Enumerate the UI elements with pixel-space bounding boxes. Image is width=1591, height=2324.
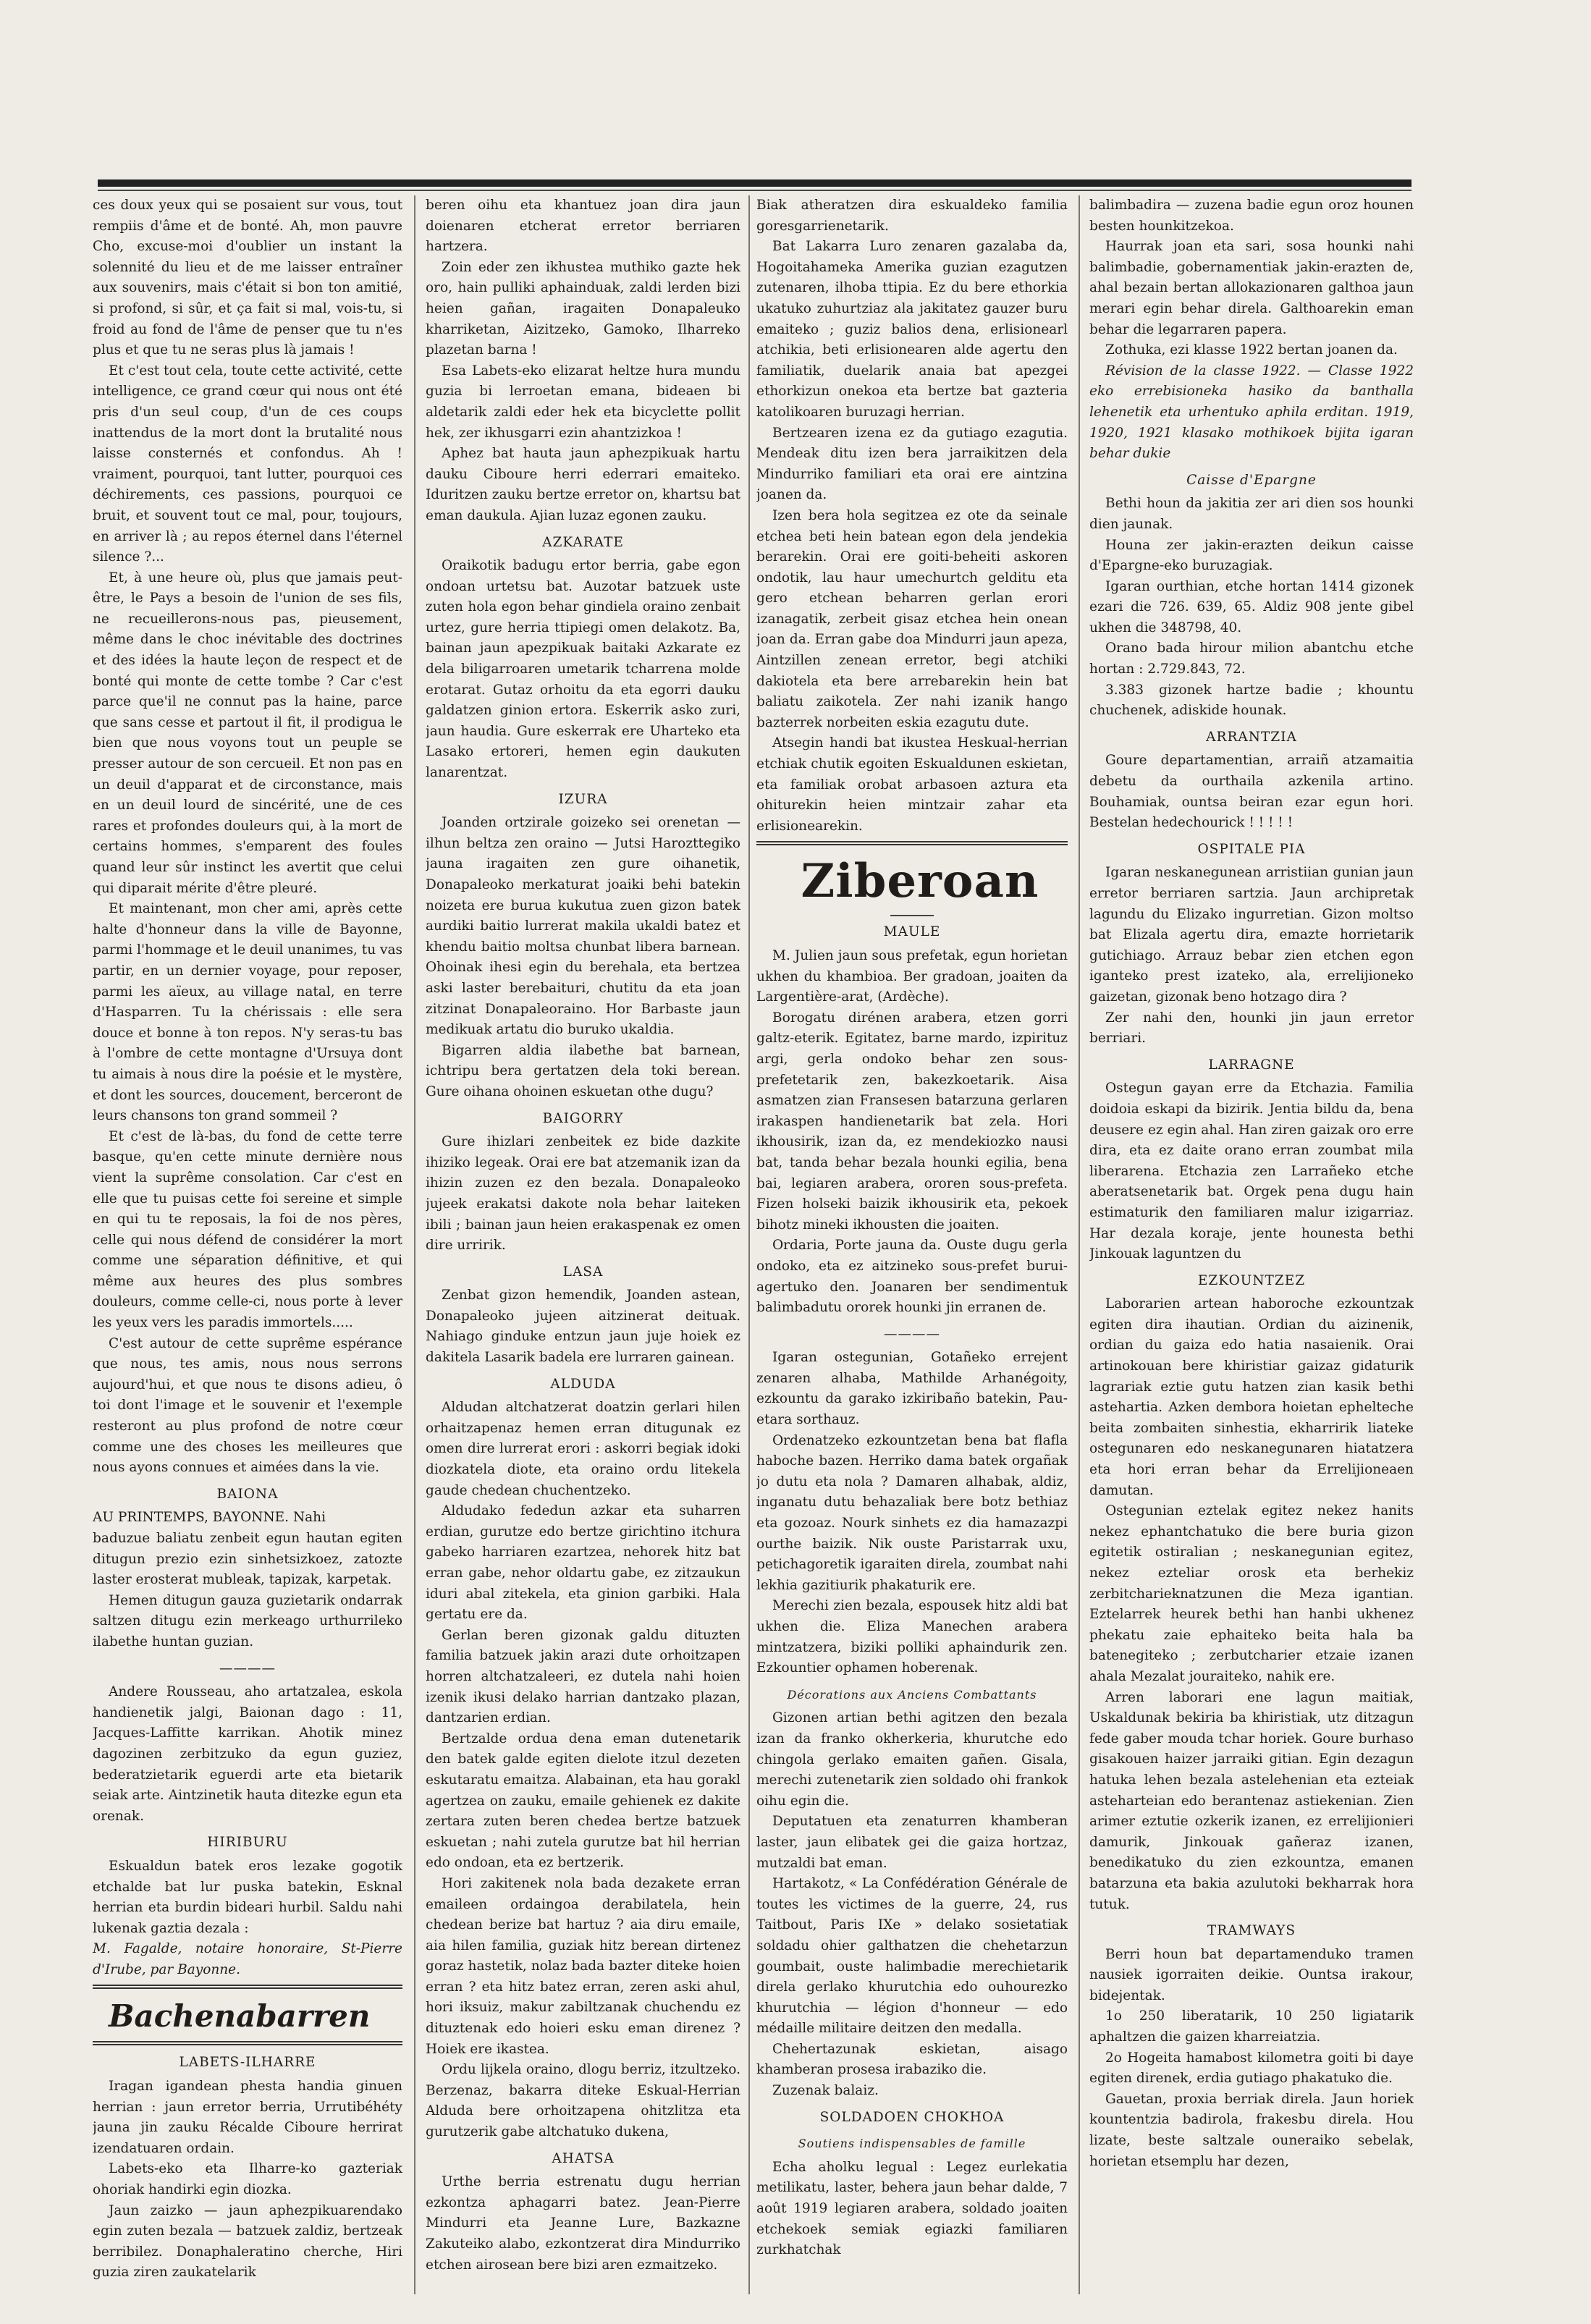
paragraph: Hemen ditugun gauza guzietarik ondarrak saltzen ditugu ezin merkeago urthurrileko ilabethe huntan guzian. [93,1592,402,1649]
region-banner: Ziberoan [801,854,1039,909]
paragraph: Ostegunian eztelak egitez nekez hanits nekez ephantchatuko die bere buria gizon egitetik ostiralian ; neskanegunian egitez, nekez ezteliar orosk eta berhekiz zerbitcharieknatzunen die Meza igantian. Eztelarrek heurek bethi han hanbi ukhenez phekatu zaie ephaiteko beita hala ba batenegiteko ; zerbutcharier etzaie izanen ahala Mezalat jouraiteko, nahik ere. [1089,1503,1414,1684]
paragraph: Haurrak joan eta sari, sosa hounki nahi balimbadie, gobernamentiak jakin-erazten de, ahal bezain bertan allokazionaren galthoa jaun merari egin behar direla. Galthoarekin eman behar die legarraren papera. [1089,239,1414,337]
paragraph: Gerlan beren gizonak galdu dituzten familia batzuek jakin arazi dute orhoitzapen horren altchatzaleeri, ez dutela nahi hoien izenik ikusi delako harrian dantzako plazan, dantzarien erdian. [426,1627,740,1726]
paragraph: Gauetan, proxia berriak direla. Jaun horiek kountentzia badirola, frakesbu direla. Hou lizate, beste saltzale ouneraiko sebelak, horietan etsemplu har dezen, [1089,2091,1414,2169]
paragraph: Borogatu dirénen arabera, etzen gorri galtz-eterik. Egitatez, barne mardo, izpirituz argi, gerla ondoko behar zen sous-prefetetarik zen, bakezkoetarik. Aisa asmatzen zian Fransesen batarzuna gerlaren irakaspen handienetarik bat zela. Hori ikhousirik, izan da, ez mendekiozko nausi bat, tanda behar bezala hounki egilia, bena bai, legiaren arabera, ororen sous-prefeta. Fizen holseki baizik ikhousirik eta, pekoek bihotz mineki ikhousten die joaiten. [756,1010,1068,1233]
paragraph: Gure ihizlari zenbeitek ez bide dazkite ihiziko legeak. Orai ere bat atzemanik izan da ihizin zuzen ez den bezala. Donapaleoko jujeek erakatsi dakote nola behar laiteken ibili ; bainan jaun heien erakaspenak ez omen dire urririk. [426,1134,740,1254]
separator: ———— [219,1660,276,1676]
paragraph: Bertzearen izena ez da gutiago ezagutia. Mendeak ditu izen bera jarraikitzen dela Mindurriko familiari eta orai ere aintzina joanen da. [756,425,1068,503]
paragraph: Merechi zien bezala, espousek hitz aldi bat ukhen die. Eliza Manechen arabera mintzatzera, biziki polliki aphaindurik zen. Ezkountier ophamen hoberenak. [756,1598,1068,1676]
paragraph: Zer nahi den, hounki jin jaun erretor berriari. [1089,1010,1414,1047]
top-rule [98,179,1411,187]
paragraph: balimbadira — zuzena badie egun oroz hounen besten hounkitzekoa. [1089,198,1414,234]
section-heading: BAIONA [216,1486,279,1502]
section-heading: Décorations aux Anciens Combattants [787,1687,1037,1702]
paragraph: Chehertazunak eskietan, aisago khamberan prosesa irabaziko die. [756,2041,1068,2078]
paragraph: Bertzalde ordua dena eman dutenetarik den batek galde egiten dielote itzul dezeten eskutaratu emaitza. Alabainan, eta hau gorakl agertzea on zauku, emaile gehienek ez dakite zertara zuten beren chedea bertze batzuek eskuetan ; nahi zutela gurutze bat hil herrian edo ondoan, eta ez bertzerik. [426,1731,740,1871]
column-divider [414,195,415,2294]
section-heading: ALDUDA [550,1376,616,1392]
paragraph: Igaran neskanegunean arristiian gunian jaun erretor berriaren sartzia. Jaun archipretak lagundu du Elizako ingurretian. Gizon moltso bat Elizala agertu dira, emazte horrietarik gutichiago. Arrauz bebar zien etchen egon iganteko prest izateko, ala, errelijioneko gaizetan, gizonak beno hotzago dira ? [1089,865,1414,1005]
paragraph: Berri houn bat departamenduko tramen nausiek igorraiten deikie. Ountsa irakour, bidejentak. [1089,1946,1414,2003]
section-heading: BAIGORRY [542,1110,624,1126]
paragraph: Zoin eder zen ikhustea muthiko gazte hek oro, hain pulliki aphainduak, zaldi lerden bizi heien gañan, iragaiten Donapaleuko kharriketan, Aizitzeko, Gamoko, Ilharreko plazetan barna ! [426,259,740,358]
section-heading: IZURA [558,791,608,807]
rule [890,915,934,916]
paragraph: ces doux yeux qui se posaient sur vous, tout rempiis d'âme et de bonté. Ah, mon pauvre Cho, excuse-moi d'oublier un instant la solennité du lieu et de me laisser entraîner aux souvenirs, mais c'était si bon ton amitié, si profond, si sûr, et ça fait si mal, vois-tu, si froid au fond de l'âme de penser que tu n'es plus et que tu ne seras plus là jamais ! [93,198,402,358]
paragraph: Oraikotik badugu ertor berria, gabe egon ondoan urtetsu bat. Auzotar batzuek uste zuten hola egon behar gindiela oraino zenbait urtez, gure herria ttipiegi omen delakotz. Ba, bainan jaun apezpikuak baitaki Azkarate ez dela biligarroaren umetarik tcharrena molde erotarat. Gutaz orhoitu da eta egorri dauku galdatzen ginion ertora. Eskerrik asko zuri, jaun haudia. Gure eskerrak ere Uharteko eta Lasako ertoreri, hemen egin daukuten lanarentzat. [426,558,740,781]
subheading: Soutiens indispensables de famille [798,2137,1026,2151]
paragraph: M. Julien jaun sous prefetak, egun horietan ukhen du khambioa. Ber gradoan, joaiten da Largentière-arat, (Ardèche). [756,948,1068,1005]
paragraph: Gizonen artian bethi agitzen den bezala izan da franko okherkeria, khurutche edo chingola gerlako emaiten gañen. Gisala, merechi zutenetarik zien soldado ohi frankok oihu egin die. [756,1710,1068,1809]
paragraph: Et c'est tout cela, toute cette activité, cette intelligence, ce grand cœur qui nous ont été pris d'un seul coup, d'un de ces coups inattendus de la mort dont la brutalité nous laisse consternés et confondus. Ah ! vraiment, pourquoi, tant lutter, pourquoi ces déchirements, ces passions, pourquoi ce bruit, et souvent tout ce mal, pour, toujours, en arriver là ; au repos éternel dans l'éternel silence ?... [93,363,402,565]
paragraph: Iragan igandean phesta handia ginuen herrian : jaun erretor berria, Urrutibéhéty jauna jin zauku Récalde Ciboure herrirat izendatuaren ordain. [93,2079,402,2156]
paragraph: Zenbat gizon hemendik, Joanden astean, Donapaleoko jujeen aitzinerat deituak. Nahiago ginduke entzun jaun juje hoiek ez dakitela Lasarik badela ere lurraren gainean. [426,1288,740,1366]
section-heading: SOLDADOEN CHOKHOA [819,2109,1005,2125]
section-heading: LASA [562,1264,604,1280]
paragraph: 1o 250 liberatarik, 10 250 ligiatarik aphaltzen die gaizen kharreiatzia. [1089,2008,1414,2045]
section-heading: MAULE [883,924,941,940]
paragraph: beren oihu eta khantuez joan dira jaun doienaren etcherat erretor berriaren hartzera. [426,198,740,255]
paragraph: Laborarien artean haboroche ezkountzak egiten dira ihautian. Ordian du aizinenik, ordian du gaiza edo hatia nasaienik. Orai artinokouan bere khiristiar gaizaz gidaturik lagrariak eztie gutu hatzen zian kasik bethi astehartia. Azken dembora hoietan ephelteche beita zombaiten sinhestia, ekharririk liateke ostegunaren edo neskanegunaren hiatatzera eta hori erran behar da Errelijioneaen damutan. [1089,1296,1414,1498]
paragraph: Deputatuen eta zenaturren khamberan laster, jaun elibatek gei die gaiza hortzaz, mutzaldi bat eman. [756,1814,1068,1871]
paragraph: Et, à une heure où, plus que jamais peut-être, le Pays a besoin de l'union de ses fils, ne recueillerons-nous pas, pieusement, même dans le choc inévitable des doctrines et des idées la haute leçon de respect et de bonté qui monte de cette tombe ? Car c'est parce que'il ne connut pas la haine, parce que sans cesse et partout il fit, il prodigua le bien que nous voyons tout un peuple se presser autour de son cercueil. Et non pas en un deuil d'apparat et de circonstance, mais en un deuil lourd de sincérité, une de ces rares et profondes douleurs qui, à la mort de certains hommes, s'emparent des foules quand leur sûr instinct les avertit que celui qui diparait mérite d'être pleuré. [93,570,402,896]
section-heading: AZKARATE [542,534,624,550]
paragraph: 3.383 gizonek hartze badie ; khountu chuchenek, adiskide hounak. [1089,682,1414,719]
paragraph: Esa Labets-eko elizarat heltze hura mundu guzia bi lerroetan emana, bideaen bi aldetarik zaldi eder hek eta bicyclette pollit hek, zer ikhusgarri ezin ahantzizkoa ! [426,363,740,441]
paragraph: Aldudan altchatzerat doatzin gerlari hilen orhaitzapenaz hemen erran ditugunak ez omen dire lurrerat erori : askorri begiak idoki diozkatela diote, eta oraino ordu litekela gaude chedean chuchentzeko. [426,1400,740,1498]
paragraph: 2o Hogeita hamabost kilometra goiti bi daye egiten direnek, erdia gutiago phakatuko die. [1089,2050,1414,2087]
section-heading: OSPITALE PIA [1197,841,1306,857]
paragraph: Andere Rousseau, aho artatzalea, eskola handienetik jalgi, Baionan dago : 11, Jacques-Laffitte karrikan. Ahotik minez dagozinen zerbitzuko da egun guziez, bederatzietarik eguerdi arte eta bietarik seiak arte. Aintzinetik hauta ditezke egun eta orenak. [93,1684,402,1824]
paragraph: Biak atheratzen dira eskualdeko familia goresgarrienetarik. [756,198,1068,234]
paragraph: Aldudako fededun azkar eta suharren erdian, gurutze edo bertze girichtino itchura gabeko harriaren ezartzea, nehorek hitz bat erran gabe, nehor oldartu gabe, ez zitzaukun iduri abal zitekela, eta ginion garbiki. Hala gertatu ere da. [426,1503,740,1623]
rule [93,2041,402,2045]
section-heading: HIRIBURU [207,1835,288,1851]
section-heading: Caisse d'Epargne [1186,472,1317,488]
paragraph: Ordu lijkela oraino, dlogu berriz, itzultzeko. Berzenaz, bakarra diteke Eskual-Herrian Alduda bere orhoitzapena ohitzlitza eta gurutzerik gabe altchatuko dukena, [426,2062,740,2140]
paragraph: Joanden ortziralе goizeko sei orenetan — ilhun beltza zen oraino — Jutsi Harozttegiko jauna iragaiten zen gure oihanetik, Donapaleoko merkaturat joaiki behi batekin noizeta ere burua kukutua zuen gizon batek aurdiki baitio lurrerat makila ukaldi batez et khendu baitio moltsa chunbat libera barnean. Ohoinak ihesi egin du berehala, eta bertzea aski laster berebaituri, chutitu da eta joan zitzinat Donapaleoraino. Hor Barbaste jaun medikuak artatu dio buruko ukaldia. [426,815,740,1038]
section-heading: LABETS-ILHARRE [179,2055,316,2071]
paragraph: Izen bera hola segitzea ez ote da seinale etchea beti hein batean egon dela jendekia berarekin. Orai ere goiti-beheiti askoren ondotik, lau haur umechurtch gelditu eta gero etchean beharren gerlan erori izanagatik, zerbeit gisaz etchea hein onean joan da. Erran gabe doa Mindurri jaun apeza, Aintzillen zenean erretor, begi atchiki dakiotela eta bere arrebarekin hein bat baliatu zaikotela. Zer nahi izanik hango bazterrek norbeiten eskia ezagutu dute. [756,507,1068,730]
paragraph: Révision de la classe 1922. — Classe 1922 eko errebisioneka hasiko da banthalla lehenetik eta urhentuko aphila erditan. 1919, 1920, 1921 klasako mothikoek bijita igaran behar dukie [1089,363,1414,462]
paragraph: Bigarren aldia ilabethe bat barnean, ichtripu bera gertatzen dela toki berean. Gure oihana ohoinen eskuetan othe dugu? [426,1042,740,1099]
column-divider [1079,195,1080,2294]
paragraph: Et maintenant, mon cher ami, après cette halte d'honneur dans la ville de Bayonne, parmi l'hommage et le deuil unanimes, tu vas partir, en un dernier voyage, pour reposer, parmi les aïeux, au village natal, en terre d'Hasparren. Tu la chérissais : elle sera douce et bonne à ton repos. N'y seras-tu bas à l'ombre de cette montagne d'Ursuya dont tu aimais à nous dire la poésie et le mystère, et dont les sources, doucement, berceront de leurs chansons ton grand sommeil ? [93,901,402,1124]
column-3 [756,195,1068,2309]
column-2 [426,195,740,2309]
paragraph: Ordenatzeko ezkountzetan bena bat flafla haboche bazen. Herriko dama batek orgañak jo dutu eta nola ? Damaren alhabak, aldiz, inganatu dutu behazaliak bere botz bethiaz eta gozoaz. Nourk sinhets ez dia hamazazpi ourthe baizik. Nik ouste Paristarrak uxu, petichagoretik igaraiten direla, zoumbat nahi lekhia gazitiurik phakaturik ere. [756,1432,1068,1593]
paragraph: Bat Lakarra Luro zenaren gazalaba da, Hogoitahameka Amerika guzian ezagutzen zutenaren, ilhoba ttipia. Ez du bere ethorkia ukatuko zuhurtziaz ala jakitatez gauzer buru emaiteko ; guziz balios dena, erlisionearl atchikia, beti erlisionearen alde agertu den familiatik, duelarik anaia bat apezgei ethorkizun onekoa eta bertze bat gazteria katolikoaren buruzagi herrian. [756,239,1068,420]
signature: M. Fagalde, notaire honoraire, St-Pierre d'Irube, par Bayonne. [93,1941,402,1977]
paragraph: Arren laborari ene lagun maitiak, Uskaldunak bekiria ba khiristiak, utz ditzagun fede gaber mouda tchar horiek. Goure burhaso gisakouen haizer jarraiki gitian. Egin dezagun hatuka lehen bezala astelehenian eta ezteiak asteharteian edo berantenaz astiekenian. Zien arimer eztutie ozkerik izanen, ez errelijionieri damurik, Jinkouak gañeraz izanen, benedikatuko du zien ezkountza, emanen batarzuna eta bakia azulutoki bekharrak hora tutuk. [1089,1689,1414,1912]
section-heading: EZKOUNTZEZ [1197,1272,1306,1288]
paragraph: Aphez bat hauta jaun aphezpikuak hartu dauku Ciboure herri ederrari emaiteko. Iduritzen zauku bertze erretor on, khartsu bat eman daukula. Ajian luzaz egonen zauku. [426,446,740,523]
section-heading: AHATSA [552,2150,615,2166]
paragraph: Zuzenak balaiz. [772,2083,879,2099]
paragraph: Hori zakitenek nola bada dezakete erran emaileen ordaingoa derabilatela, hein chedean berize bat hartuz ? aia diru emaile, aia hilen familia, guziak hitz berean dirtenez goraz hastetik, nolaz bada bazter diteke hoien erran ? eta hitz batez erran, zeren aski ahul, hori iksuiz, makur zabiltzanak chuchendu ez dituztenak edo hoieri esku eman direnez ? Hoiek ere ikastea. [426,1875,740,2057]
section-heading: LARRAGNE [1208,1057,1295,1073]
paragraph: Bethi houn da jakitia zer ari dien sos hounki dien jaunak. [1089,496,1414,532]
paragraph: Ordaria, Porte jauna da. Ouste dugu gerla ondoko, eta ez aitzineko sous-prefet burui-agertuko den. Joanaren ber sendimentuk balimbadutu ororek hounki jin erranen de. [756,1238,1068,1316]
separator: ———— [884,1326,940,1342]
column-1 [93,195,402,2309]
paragraph: Igaran ourthian, etche hortan 1414 gizonek ezari die 726. 639, 65. Aldiz 908 jente gibel ukhen die 348798, 40. [1089,578,1414,635]
paragraph: Eskualdun batek eros lezake gogotik etchalde bat lur puska batekin, Esknal herrian eta burdin bideari hurbil. Saldu nahi lukenak gaztia dezala : [93,1858,402,1936]
top-rule-thin [98,190,1411,191]
column-4 [1089,195,1414,2309]
paragraph: C'est autour de cette suprême espérance que nous, tes amis, nous nous serrons aujourd'hui, et que nous te disons adieu, ô toi dont l'image et le souvenir et l'exemple resteront au plus profond de notre cœur comme une des choses les meilleures que nous ayons connues et aimées dans la vie. [93,1335,402,1476]
paragraph: Urthe berria estrenatu dugu herrian ezkontza aphagarri batez. Jean-Pierre Mindurri eta Jeanne Lure, Bazkazne Zakuteiko alabo, ezkontzerat dira Mindurriko etchen airosean bere bizi aren ezmaitzeko. [426,2174,740,2273]
paragraph: Igaran ostegunian, Gotañeko errejent zenaren alhaba, Mathilde Arhanégoity, ezkountu da garako izkiribaño batekin, Pau-etara sorthauz. [756,1350,1068,1428]
paragraph: Labets-eko eta Ilharre-ko gazteriak ohoriak handirki egin diozka. [93,2161,402,2198]
section-heading: TRAMWAYS [1207,1923,1296,1939]
paragraph: Orano bada hirour milion abantchu etche hortan : 2.729.843, 72. [1089,641,1414,677]
paragraph: Ostegun gayan erre da Etchazia. Familia doidoia eskapi da bizirik. Jentia bildu da, bena deusere ez egin ahal. Han ziren gaizak oro erre dira, eta ez daite orano erran zoumbat mila liberarena. Etchazia zen Larrañeko etche aberatsenetarik bat. Orgek pena dugu hain estimaturik den familiaren malur izigarriaz. Har dezala koraje, jente hounesta bethi Jinkouak laguntzen du [1089,1081,1414,1262]
section-heading: ARRANTZIA [1206,729,1297,745]
rule [93,1985,402,1989]
paragraph: Jaun zaizko — jaun aphezpikuarendako egin zuten bezala — batzuek zaldiz, bertzeak berribilez. Donaphaleratino cherche, Hiri guzia ziren zaukatelarik [93,2202,402,2281]
paragraph: Echa aholku legual : Legez eurlekatia metilikatu, laster, behera jaun behar dalde, 7 août 1919 legiaren arabera, soldado joaiten etchekoek semiak egiazki familiaren zurkhatchak [756,2159,1068,2258]
rule [756,841,1068,845]
paragraph: Atsegin handi bat ikustea Heskual-herrian etchiak chutik egoiten Eskualdunen eskietan, eta familiak orobat arbasoen aztura eta ohiturekin heien mintzair zahar eta erlisionearekin. [756,735,1068,834]
column-divider [748,195,750,2294]
paragraph: Goure departamentian, arraiñ atzamaitia debetu da ourthaila azkenila artino. Bouhamiak, ountsa beiran ezar egun hori. Bestelan hedechourick ! ! ! ! ! [1089,753,1414,831]
paragraph: Et c'est de là-bas, du fond de cette terre basque, qu'en cette minute dernière nous vient la suprême consolation. Car c'est en elle que tu puisas cette foi sereine et simple en qui tu te reposais, la foi de nos pères, celle qui nous défend de considérer la mort comme une séparation définitive, et qui même aux heures des plus sombres douleurs, comme celle-ci, nous porte à lever les yeux vers les paradis immortels..... [93,1128,402,1331]
paragraph: Hartakotz, « La Confédération Générale de toutes les victimes de la guerre, 24, rus Taitbout, Paris IXe » delako sosietatiak soldadu ohier galthatzen die chehetarzun goumbait, ouste halimbadie merechietarik direla gerlako khurutchia edo ouhourezko khurutchia — légion d'honneur — edo médaille militaire deitzen den medalla. [756,1876,1068,2037]
paragraph: baduzue baliatu zenbeit egun hautan egiten ditugun prezio ezin sinhetsizkoez, zatozte laster erosterat mubleak, tapizak, karpetak. [93,1531,402,1588]
paragraph: Zothuka, ezi klasse 1922 bertan joanen da. [1105,342,1398,358]
paragraph: Houna zer jakin-erazten deikun caisse d'Epargne-eko buruzagiak. [1089,537,1414,574]
region-banner: Bachenabarren [109,1998,371,2034]
subheading: AU PRINTEMPS, BAYONNE. Nahi [93,1510,326,1526]
